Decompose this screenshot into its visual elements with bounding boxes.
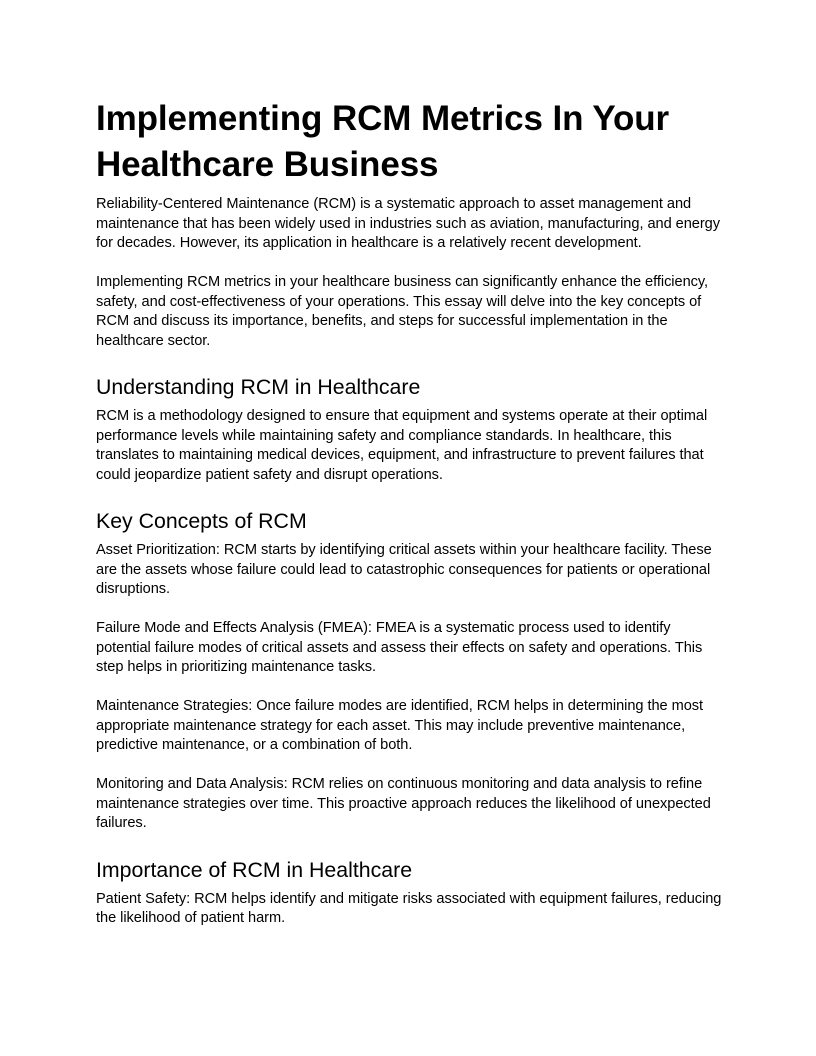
document-page xyxy=(96,96,722,948)
key-concept-fmea: Failure Mode and Effects Analysis (FMEA): FMEA is a systematic process used to identify potential failure modes of critical assets and assess their effects on safety and operations. This step helps in prioritizing maintenance tasks. xyxy=(96,620,703,675)
section-heading-key-concepts: Key Concepts of RCM xyxy=(96,509,307,533)
intro-paragraph-1: Reliability-Centered Maintenance (RCM) is a systematic approach to asset management and maintenance that has been widely used in industries such as aviation, manufacturing, and energy for decades. However, its application in healthcare is a relatively recent development. xyxy=(96,196,720,251)
section-heading-importance: Importance of RCM in Healthcare xyxy=(96,857,413,882)
key-concept-maintenance-strategies: Maintenance Strategies: Once failure modes are identified, RCM helps in determining the most appropriate maintenance strategy for each asset. This may include preventive maintenance, predictive maintenance, or a combination of both. xyxy=(96,698,704,753)
importance-patient-safety: Patient Safety: RCM helps identify and mitigate risks associated with equipment failures, reducing the likelihood of patient harm. xyxy=(96,890,722,926)
key-concept-asset-prioritization: Asset Prioritization: RCM starts by identifying critical assets within your healthcare facility. These are the assets whose failure could lead to catastrophic consequences for patients or operational disruptions. xyxy=(96,542,712,597)
section-heading-understanding-rcm: Understanding RCM in Healthcare xyxy=(96,375,421,399)
key-concept-monitoring: Monitoring and Data Analysis: RCM relies on continuous monitoring and data analysis to refine maintenance strategies over time. This proactive approach reduces the likelihood of unexpected failures. xyxy=(96,776,711,831)
document-title: Implementing RCM Metrics In Your Healthcare Business xyxy=(96,99,670,184)
intro-paragraph-2: Implementing RCM metrics in your healthcare business can significantly enhance the efficiency, safety, and cost-effectiveness of your operations. This essay will delve into the key concepts of RCM and discuss its importance, benefits, and steps for successful implementation in the healthcare sector. xyxy=(96,274,709,349)
understanding-rcm-paragraph: RCM is a methodology designed to ensure that equipment and systems operate at their optimal performance levels while maintaining safety and compliance standards. In healthcare, this translates to maintaining medical devices, equipment, and infrastructure to prevent failures that could jeopardize patient safety and disrupt operations. xyxy=(96,408,708,483)
